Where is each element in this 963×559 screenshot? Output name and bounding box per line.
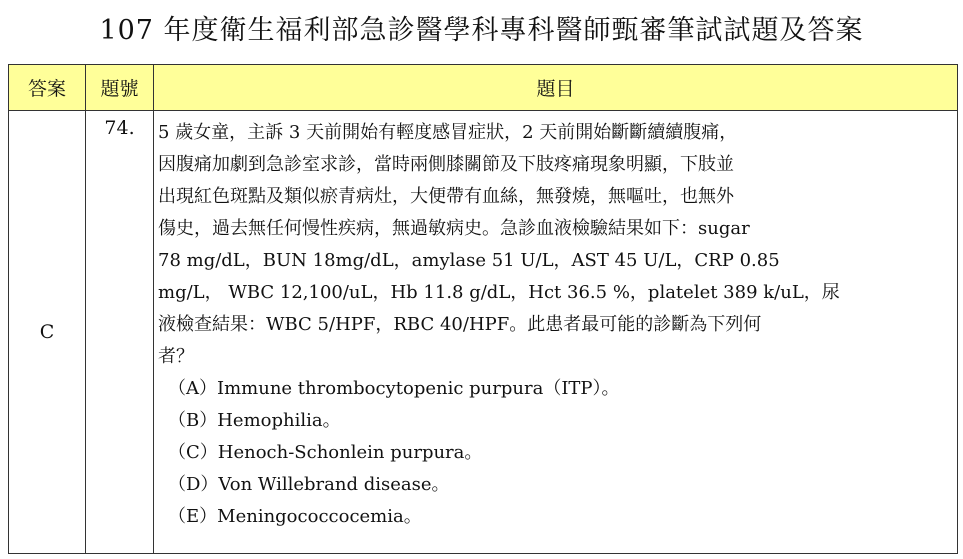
question-stem: 5 歲女童，主訴 3 天前開始有輕度感冒症狀，2 天前開始斷斷續續腹痛， 因腹痛加劇到急診室求診，當時兩側膝關節及下肢疼痛現象明顯，下肢並 出現紅色斑點及類似瘀青病灶，大便帶有血絲，無發燒，無嘔吐，也無外 傷史，過去無任何慢性疾病，無過敏病史。急診血液檢驗結果如下：sugar 78 mg/dL，BUN 18mg/dL，amylase 51 U/L，AST 45 U/L，CRP 0.85 mg/L， WBC 12,100/uL，Hb 11.8 g/dL，Hct 36.5 %，platelet 389 k/uL，尿 液檢查結果：WBC 5/HPF，RBC 40/HPF。此患者最可能的診斷為下列何 者？ [158,122,840,367]
question-column-header: 題目 [154,65,958,111]
table-header-row [9,65,958,111]
option-b: （B）Hemophilia。 [168,410,341,431]
option-e: （E）Meningococcocemia。 [168,506,422,527]
option-d: （D）Von Willebrand disease。 [168,474,450,495]
question-cell [154,111,958,554]
number-column-header: 題號 [86,65,154,111]
option-list [158,373,953,533]
answer-cell: C [9,111,86,554]
option-a: （A）Immune thrombocytopenic purpura（ITP）。 [168,378,620,399]
answer-column-header: 答案 [9,65,86,111]
page-title: 107 年度衛生福利部急診醫學科專科醫師甄審筆試試題及答案 [99,15,864,46]
exam-table [8,64,958,554]
table-row [9,111,958,554]
option-c: （C）Henoch-Schonlein purpura。 [168,442,483,463]
question-number-cell: 74. [86,111,154,554]
